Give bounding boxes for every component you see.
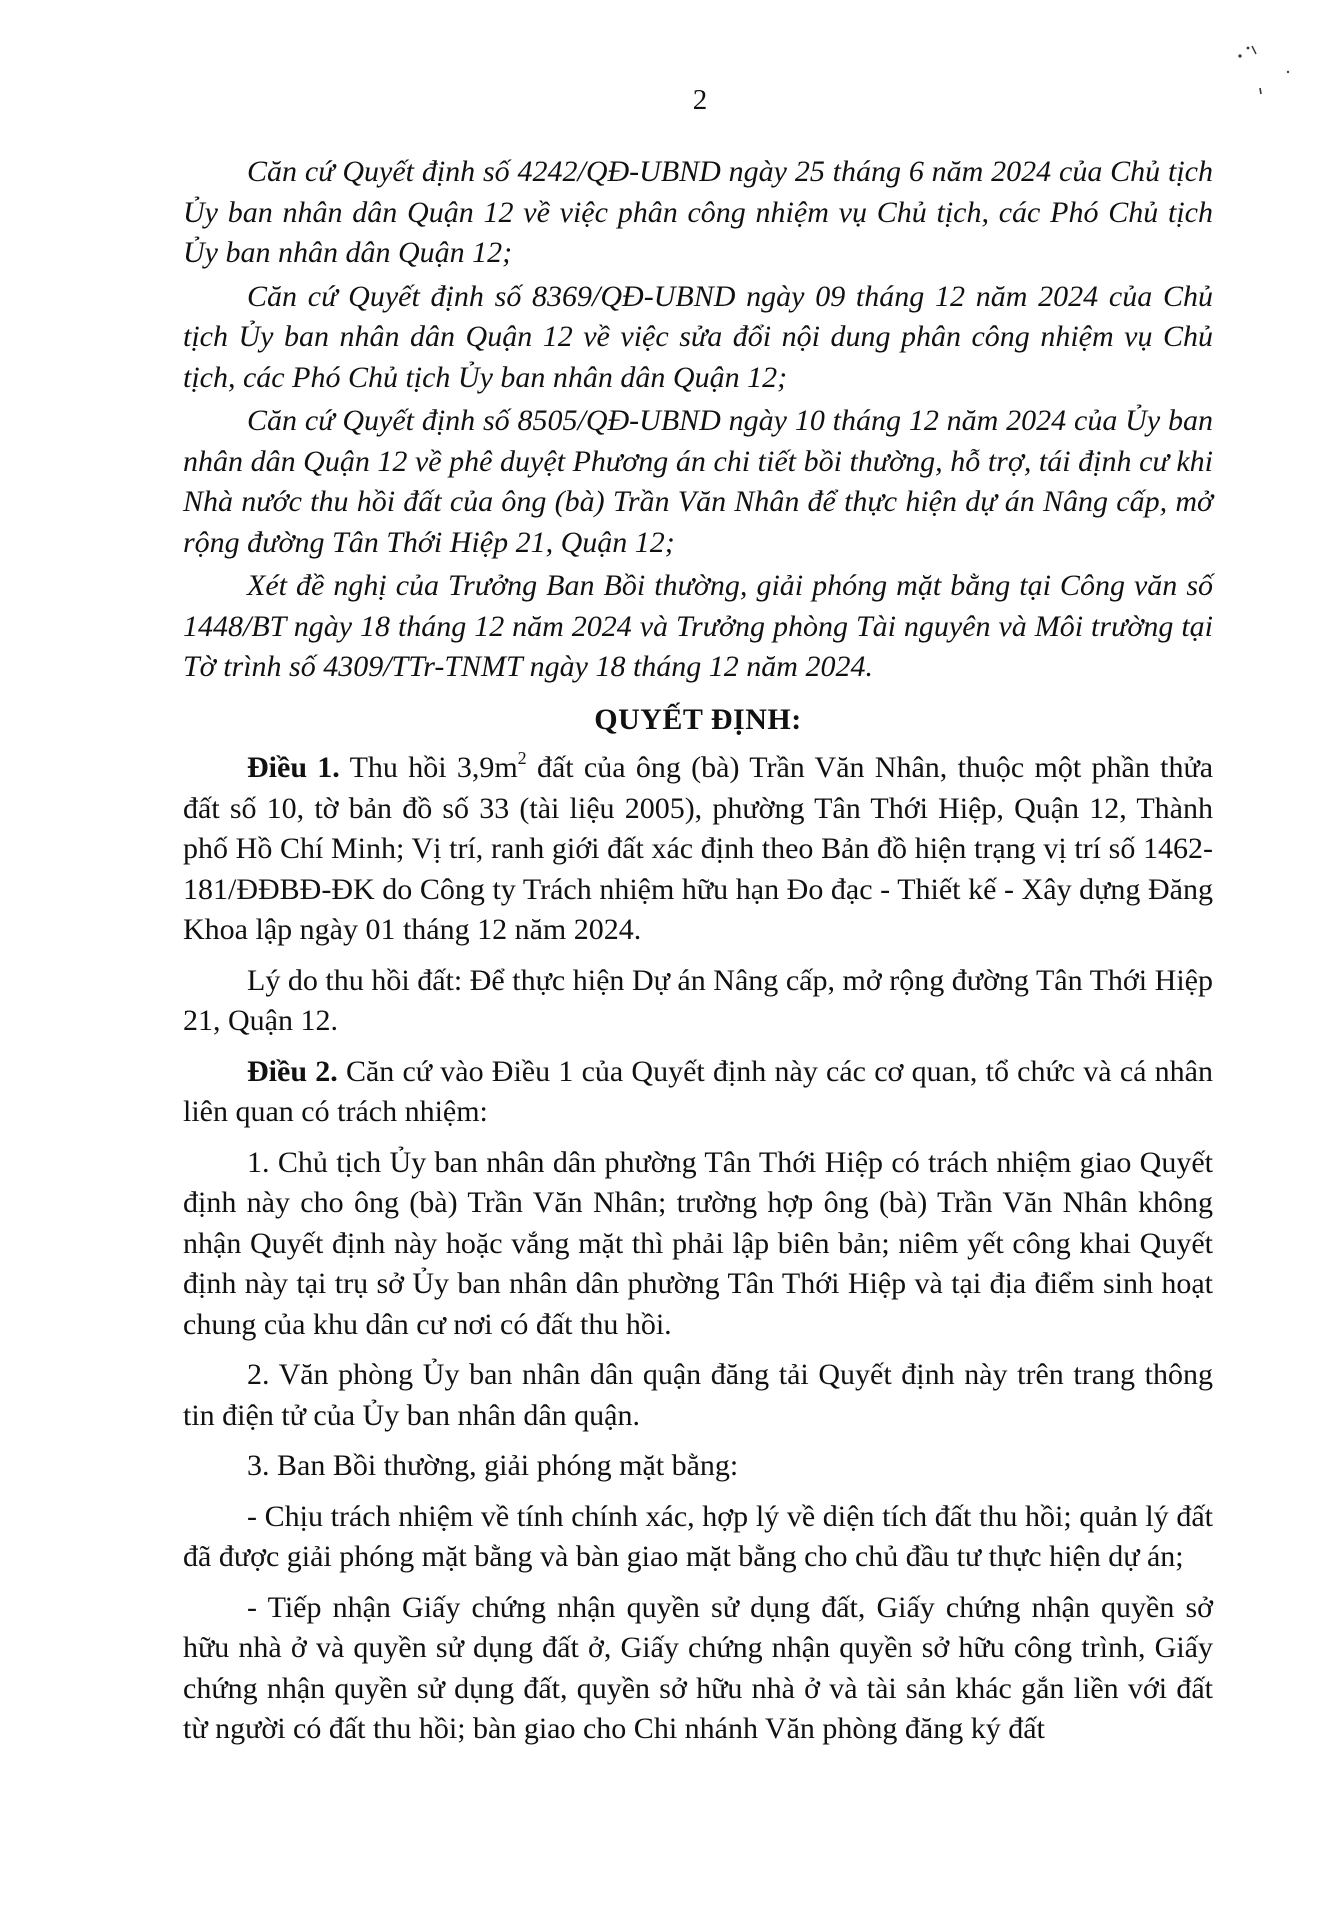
article-2-text: Căn cứ vào Điều 1 của Quyết định này các cơ quan, tổ chức và cá nhân liên quan có trách nhiệm: — [183, 1054, 1213, 1128]
article-2-item: - Tiếp nhận Giấy chứng nhận quyền sử dụng đất, Giấy chứng nhận quyền sở hữu nhà ở và quyền sử dụng đất ở, Giấy chứng nhận quyền sở hữu công trình, Giấy chứng nhận quyền sử dụng đất, quyền sở hữu nhà ở và tài sản khác gắn liền với đất từ người có đất thu hồi; bàn giao cho Chi nhánh Văn phòng đăng ký đất — [183, 1590, 1213, 1745]
page-number: 2 — [692, 84, 708, 116]
article-2-label: Điều 2. — [247, 1054, 338, 1088]
article-1-text-end: đất của ông (bà) Trần Văn Nhân, thuộc một phần thửa đất số 10, tờ bản đồ số 33 (tài liệu 2005), phường Tân Thới Hiệp, Quận 12, Thành phố Hồ Chí Minh; Vị trí, ranh giới đất xác định theo Bản đồ hiện trạng vị trí số 1462-181/ĐĐBĐ-ĐK do Công ty Trách nhiệm hữu hạn Đo đạc - Thiết kế - Xây dựng Đăng Khoa lập ngày 01 tháng 12 năm 2024. — [183, 751, 1214, 946]
article-2-item: - Chịu trách nhiệm về tính chính xác, hợp lý về diện tích đất thu hồi; quản lý đất đã được giải phóng mặt bằng và bàn giao mặt bằng cho chủ đầu tư thực hiện dự án; — [183, 1499, 1213, 1573]
document-body — [183, 152, 1213, 1750]
article-2-item: 2. Văn phòng Ủy ban nhân dân quận đăng tải Quyết định này trên trang thông tin điện tử của Ủy ban nhân dân quận. — [183, 1358, 1213, 1432]
article-1-text-start: Thu hồi 3,9m — [339, 751, 518, 784]
article-2-item: 3. Ban Bồi thường, giải phóng mặt bằng: — [247, 1449, 739, 1482]
article-1-reason: Lý do thu hồi đất: Để thực hiện Dự án Nâng cấp, mở rộng đường Tân Thới Hiệp 21, Quận 12. — [183, 963, 1213, 1037]
article-1-label: Điều 1. — [247, 751, 340, 784]
recital-paragraph: Xét đề nghị của Trưởng Ban Bồi thường, giải phóng mặt bằng tại Công văn số 1448/BT ngày 18 tháng 12 năm 2024 và Trưởng phòng Tài nguyên và Môi trường tại Tờ trình số 4309/TTr-TNMT ngày 18 tháng 12 năm 2024. — [183, 569, 1213, 683]
article-1-paragraph — [183, 748, 1213, 951]
decision-heading: QUYẾT ĐỊNH: — [594, 702, 802, 736]
area-unit-superscript: 2 — [517, 748, 527, 768]
recital-paragraph: Căn cứ Quyết định số 8369/QĐ-UBND ngày 09 tháng 12 năm 2024 của Chủ tịch Ủy ban nhân dân Quận 12 về việc sửa đổi nội dung phân công nhiệm vụ Chủ tịch, các Phó Chủ tịch Ủy ban nhân dân Quận 12; — [183, 279, 1213, 394]
article-2-paragraph — [183, 1052, 1213, 1133]
article-2-item: 1. Chủ tịch Ủy ban nhân dân phường Tân Thới Hiệp có trách nhiệm giao Quyết định này cho ông (bà) Trần Văn Nhân; trường hợp ông (bà) Trần Văn Nhân không nhận Quyết định này hoặc vắng mặt thì phải lập biên bản; niêm yết công khai Quyết định này tại trụ sở Ủy ban nhân dân phường Tân Thới Hiệp và tại địa điểm sinh hoạt chung của khu dân cư nơi có đất thu hồi. — [183, 1145, 1213, 1341]
recital-paragraph: Căn cứ Quyết định số 4242/QĐ-UBND ngày 25 tháng 6 năm 2024 của Chủ tịch Ủy ban nhân dân Quận 12 về việc phân công nhiệm vụ Chủ tịch, các Phó Chủ tịch Ủy ban nhân dân Quận 12; — [183, 155, 1213, 269]
recital-paragraph: Căn cứ Quyết định số 8505/QĐ-UBND ngày 10 tháng 12 năm 2024 của Ủy ban nhân dân Quận 12 về phê duyệt Phương án chi tiết bồi thường, hỗ trợ, tái định cư khi Nhà nước thu hồi đất của ông (bà) Trần Văn Nhân để thực hiện dự án Nâng cấp, mở rộng đường Tân Thới Hiệp 21, Quận 12; — [183, 404, 1213, 559]
